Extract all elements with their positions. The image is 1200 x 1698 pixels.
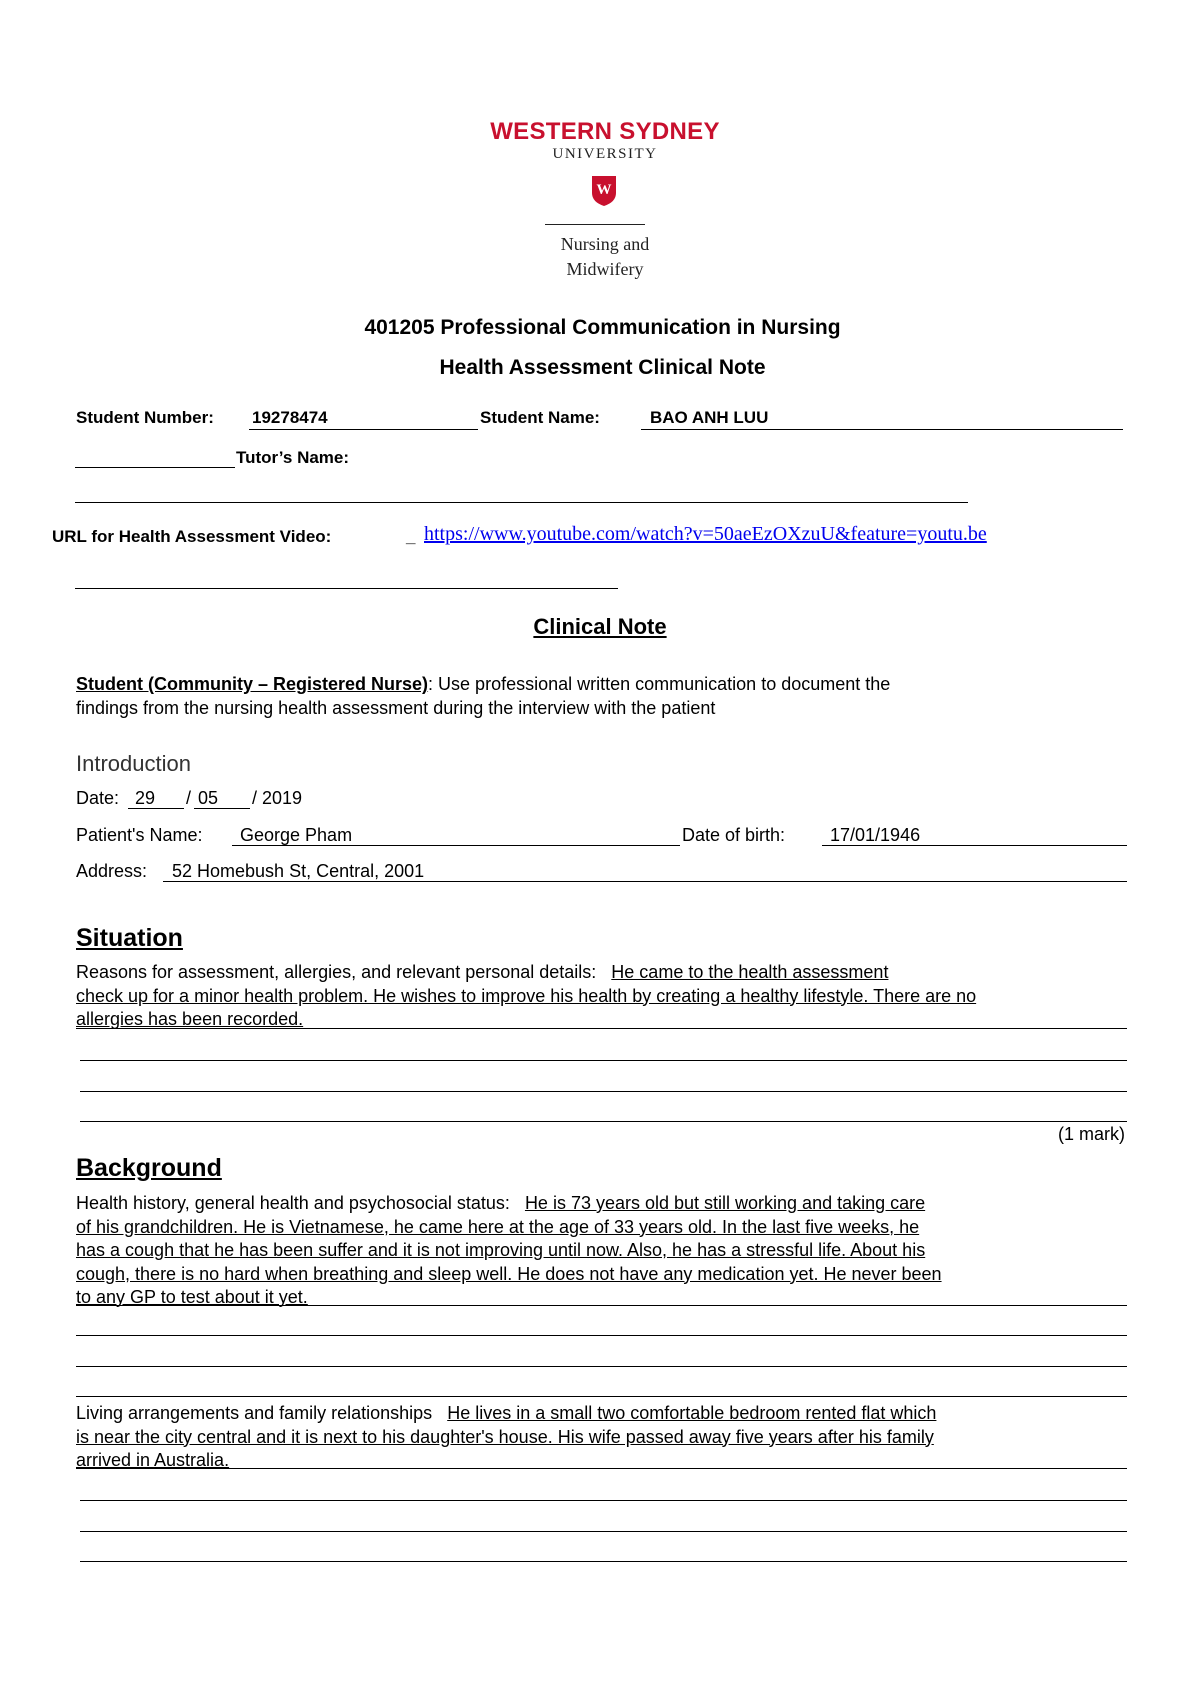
university-logo-title: WESTERN SYDNEY <box>490 118 720 145</box>
video-url-link[interactable]: https://www.youtube.com/watch?v=50aeEzOXzuU&feature=youtu.be <box>424 523 987 545</box>
background-answer-1: He is 73 years old but still working and taking care <box>524 1193 926 1213</box>
unit-title: 401205 Professional Communication in Nursing <box>364 316 841 339</box>
living-answer-3: arrived in Australia. <box>76 1450 230 1470</box>
background-text <box>76 1192 1146 1310</box>
document-title: Health Assessment Clinical Note <box>439 356 766 379</box>
video-url-label: URL for Health Assessment Video: <box>52 527 332 546</box>
department-name <box>0 232 1200 282</box>
living-answer-1: He lives in a small two comfortable bedroom rented flat which <box>447 1403 937 1423</box>
living-line-2 <box>80 1500 1127 1501</box>
student-name-line <box>641 429 1123 430</box>
clinical-note-heading: Clinical Note <box>533 614 667 639</box>
student-number-label: Student Number: <box>76 408 214 427</box>
background-answer-4: cough, there is no hard when breathing and sleep well. He does not have any medication yet. He never been <box>76 1263 942 1284</box>
address-label: Address: <box>76 861 148 881</box>
living-arrangements-text <box>76 1402 1146 1473</box>
situation-prompt: Reasons for assessment, allergies, and relevant personal details: <box>76 962 597 982</box>
video-url-line <box>75 588 618 589</box>
living-prompt: Living arrangements and family relationships <box>76 1403 433 1423</box>
date-label: Date: <box>76 788 120 808</box>
background-answer-3: has a cough that he has been suffer and it is not improving until now. Also, he has a stressful life. About his <box>76 1240 926 1260</box>
situation-answer-1: He came to the health assessment <box>611 962 889 982</box>
address-line <box>163 881 1127 882</box>
university-logo-subtitle: UNIVERSITY <box>552 146 658 162</box>
date-day: 29 <box>135 788 156 808</box>
date-month: 05 <box>198 788 219 808</box>
background-answer-5: to any GP to test about it yet. <box>76 1287 308 1307</box>
tutor-name-label: Tutor’s Name: <box>236 448 350 467</box>
situation-mark: (1 mark) <box>1058 1124 1125 1144</box>
shield-letter: W <box>596 182 612 198</box>
instruction-line-2: findings from the nursing health assessment during the interview with the patient <box>76 697 716 718</box>
background-line-1 <box>76 1305 1127 1306</box>
background-heading: Background <box>76 1154 222 1182</box>
student-number-value: 19278474 <box>252 408 328 427</box>
student-name-label: Student Name: <box>480 408 600 427</box>
situation-heading: Situation <box>76 924 183 952</box>
living-line-4 <box>80 1561 1127 1562</box>
introduction-heading: Introduction <box>76 751 191 776</box>
date-month-line <box>194 808 250 809</box>
instruction-text: : Use professional written communication to document the <box>428 674 891 694</box>
department-line-1: Nursing and <box>560 234 650 254</box>
logo-divider <box>545 224 645 225</box>
dob-line <box>822 845 1127 846</box>
dob-label: Date of birth: <box>682 825 786 845</box>
video-url-prefix: _ <box>406 527 416 546</box>
patient-name-value: George Pham <box>240 825 353 845</box>
department-line-2: Midwifery <box>566 259 644 279</box>
tutor-name-line <box>75 502 968 503</box>
background-prompt: Health history, general health and psychosocial status: <box>76 1193 510 1213</box>
situation-line-2 <box>80 1060 1127 1061</box>
situation-line-3 <box>80 1091 1127 1092</box>
background-line-3 <box>76 1366 1127 1367</box>
date-day-line <box>128 808 184 809</box>
situation-answer-2: check up for a minor health problem. He wishes to improve his health by creating a healthy lifestyle. There are no <box>76 985 977 1006</box>
patient-name-line <box>232 845 680 846</box>
living-line-1 <box>76 1468 1127 1469</box>
patient-name-label: Patient's Name: <box>76 825 203 845</box>
situation-answer-3: allergies has been recorded. <box>76 1009 304 1029</box>
student-number-line <box>249 429 478 430</box>
situation-line-1 <box>76 1028 1127 1029</box>
tutor-prefix-line <box>75 467 235 468</box>
background-line-4 <box>76 1396 1127 1397</box>
background-line-2 <box>76 1335 1127 1336</box>
address-value: 52 Homebush St, Central, 2001 <box>172 861 425 881</box>
living-line-3 <box>80 1531 1127 1532</box>
background-answer-2: of his grandchildren. He is Vietnamese, he came here at the age of 33 years old. In the last five weeks, he <box>76 1216 920 1237</box>
student-name-value: BAO ANH LUU <box>650 408 769 427</box>
clinical-note-instruction <box>76 673 1136 720</box>
date-year: 2019 <box>262 788 303 808</box>
university-shield-icon <box>591 175 617 207</box>
situation-line-4 <box>80 1121 1127 1122</box>
dob-value: 17/01/1946 <box>830 825 921 845</box>
living-answer-2: is near the city central and it is next to his daughter's house. His wife passed away five years after his family <box>76 1426 934 1447</box>
situation-text <box>76 961 1136 1032</box>
role-label: Student (Community – Registered Nurse) <box>76 674 429 694</box>
